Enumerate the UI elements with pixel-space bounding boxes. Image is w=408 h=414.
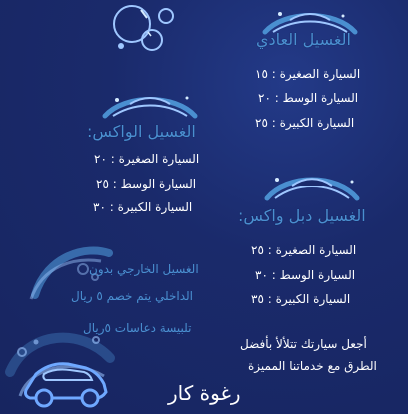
price-line bbox=[94, 152, 199, 166]
price-label: السيارة الصغيرة bbox=[118, 152, 200, 166]
price-separator: : bbox=[270, 91, 279, 105]
price-value: ٣٠ bbox=[255, 268, 268, 282]
note-mats: تلبيسة دعاسات ٥ريال bbox=[83, 321, 192, 335]
price-separator: : bbox=[267, 116, 276, 130]
price-line bbox=[255, 116, 354, 130]
price-label: السيارة الكبيرة bbox=[275, 292, 351, 306]
price-line bbox=[93, 200, 192, 214]
section-title-wax: الغسيل الواكس: bbox=[87, 122, 196, 141]
price-separator: : bbox=[263, 292, 272, 306]
price-line bbox=[255, 67, 360, 81]
price-separator: : bbox=[263, 243, 272, 257]
price-line bbox=[251, 243, 356, 257]
tagline-line1: أجعل سيارتك تتلألأ بأفضل bbox=[240, 337, 367, 351]
price-label: السيارة الوسط bbox=[282, 91, 359, 105]
price-separator: : bbox=[106, 152, 115, 166]
price-label: السيارة الصغيرة bbox=[275, 243, 357, 257]
price-line bbox=[251, 292, 350, 306]
price-value: ٢٥ bbox=[255, 116, 268, 130]
note-external-line2: الداخلي يتم خصم ٥ ريال bbox=[71, 289, 193, 303]
price-line bbox=[96, 177, 196, 191]
price-label: السيارة الوسط bbox=[120, 177, 197, 191]
price-label: السيارة الكبيرة bbox=[279, 116, 355, 130]
price-value: ٢٥ bbox=[96, 177, 109, 191]
note-external-line1: الغسيل الخارجي بدون bbox=[89, 262, 199, 276]
price-value: ٢٠ bbox=[94, 152, 107, 166]
price-value: ٢٥ bbox=[251, 243, 264, 257]
price-separator: : bbox=[267, 268, 276, 282]
price-label: السيارة الكبيرة bbox=[117, 200, 193, 214]
car-silhouette-icon bbox=[257, 168, 367, 204]
price-value: ٣٥ bbox=[251, 292, 264, 306]
car-wash-car-icon bbox=[0, 310, 120, 414]
price-label: السيارة الصغيرة bbox=[279, 67, 361, 81]
price-value: ١٥ bbox=[255, 67, 268, 81]
section-title-regular: الغسيل العادي bbox=[256, 30, 351, 49]
car-silhouette-icon bbox=[95, 88, 205, 122]
price-separator: : bbox=[108, 177, 117, 191]
price-value: ٢٠ bbox=[258, 91, 271, 105]
price-separator: : bbox=[267, 67, 276, 81]
tagline-line2: الطرق مع خدماتنا المميزة bbox=[248, 359, 377, 373]
brand-name: رغوة كار bbox=[168, 381, 241, 405]
section-title-double-wax: الغسيل دبل واكس: bbox=[238, 206, 366, 225]
price-value: ٣٠ bbox=[93, 200, 106, 214]
price-separator: : bbox=[105, 200, 114, 214]
price-line bbox=[258, 91, 358, 105]
bubbles-icon bbox=[108, 2, 178, 62]
price-line bbox=[255, 268, 355, 282]
price-label: السيارة الوسط bbox=[279, 268, 356, 282]
